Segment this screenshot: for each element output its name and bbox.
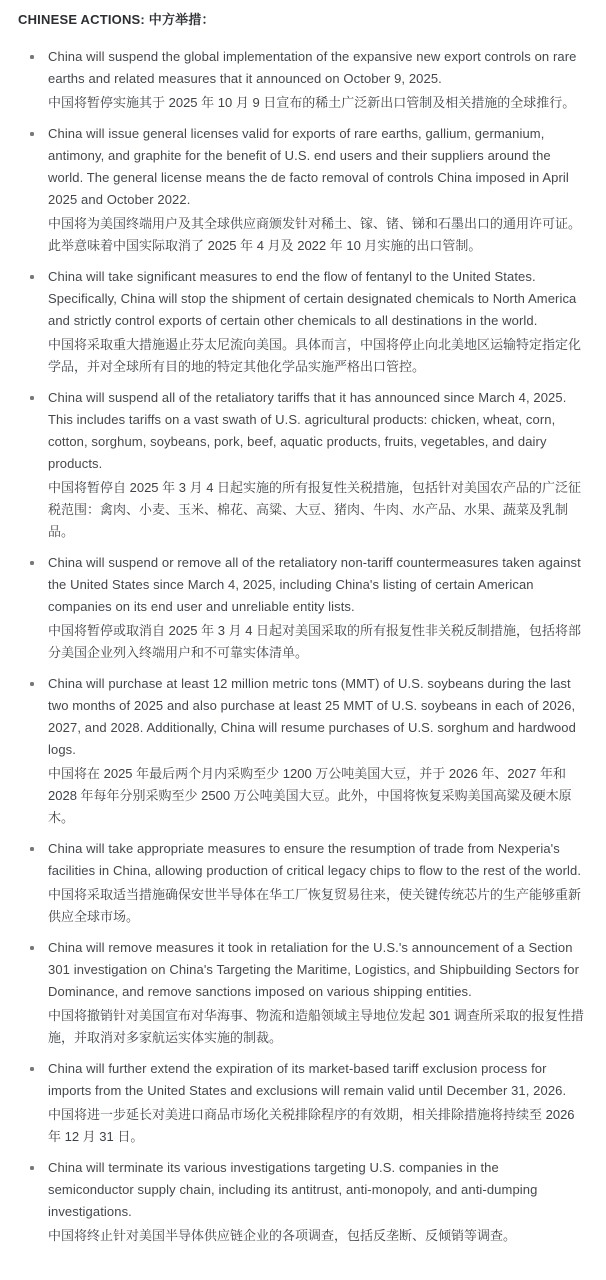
- action-text-zh: 中国将采取适当措施确保安世半导体在华工厂恢复贸易往来，使关键传统芯片的生产能够重新供应全球市场。: [48, 887, 582, 924]
- section-heading: CHINESE ACTIONS: 中方举措：: [18, 12, 215, 27]
- bullet-icon: [30, 132, 34, 136]
- list-item: [18, 552, 586, 664]
- action-text-zh: 中国将为美国终端用户及其全球供应商颁发针对稀土、镓、锗、锑和石墨出口的通用许可证。此举意味着中国实际取消了 2025 年 4 月及 2022 年 10 月实施的出口管制。: [48, 216, 582, 253]
- list-item: [18, 838, 586, 928]
- list-item: [18, 46, 586, 114]
- action-text-zh: 中国将撤销针对美国宣布对华海事、物流和造船领域主导地位发起 301 调查所采取的报复性措施，并取消对多家航运实体实施的制裁。: [48, 1008, 584, 1045]
- action-text-zh: 中国将进一步延长对美进口商品市场化关税排除程序的有效期，相关排除措施将持续至 2026 年 12 月 31 日。: [48, 1107, 575, 1144]
- action-text-zh: 中国将终止针对美国半导体供应链企业的各项调查，包括反垄断、反倾销等调查。: [48, 1228, 517, 1243]
- list-item: [18, 1058, 586, 1148]
- bullet-icon: [30, 396, 34, 400]
- action-text-en: China will remove measures it took in retaliation for the U.S.'s announcement of a Section 301 investigation on China's Targeting the Maritime, Logistics, and Shipbuilding Sectors for Dominance, and remove sanctions imposed on various shipping entities.: [48, 940, 580, 999]
- action-text-zh: 中国将暂停实施其于 2025 年 10 月 9 日宣布的稀土广泛新出口管制及相关措施的全球推行。: [48, 95, 576, 110]
- action-text-zh: 中国将采取重大措施遏止芬太尼流向美国。具体而言，中国将停止向北美地区运输特定指定化学品，并对全球所有目的地的特定其他化学品实施严格出口管控。: [48, 337, 582, 374]
- bullet-icon: [30, 682, 34, 686]
- list-item: [18, 387, 586, 543]
- bullet-icon: [30, 275, 34, 279]
- action-text-en: China will further extend the expiration of its market-based tariff exclusion process for imports from the United States and exclusions will remain valid until December 31, 2026.: [48, 1061, 567, 1098]
- action-text-zh: 中国将暂停自 2025 年 3 月 4 日起实施的所有报复性关税措施，包括针对美国农产品的广泛征税范围：禽肉、小麦、玉米、棉花、高粱、大豆、猪肉、牛肉、水产品、水果、蔬菜及乳制品。: [48, 480, 582, 539]
- list-item: [18, 123, 586, 257]
- action-text-zh: 中国将暂停或取消自 2025 年 3 月 4 日起对美国采取的所有报复性非关税反制措施，包括将部分美国企业列入终端用户和不可靠实体清单。: [48, 623, 582, 660]
- action-text-en: China will suspend all of the retaliatory tariffs that it has announced since March 4, 2025. This includes tariffs on a vast swath of U.S. agricultural products: chicken, wheat, corn, cotton, sorghum, soybeans, pork, beef, aquatic products, fruits, vegetables, and dairy products.: [48, 390, 567, 471]
- action-text-en: China will terminate its various investigations targeting U.S. companies in the semiconductor supply chain, including its antitrust, anti-monopoly, and anti-dumping investigations.: [48, 1160, 538, 1219]
- bullet-icon: [30, 1166, 34, 1170]
- bullet-icon: [30, 847, 34, 851]
- action-text-en: China will take appropriate measures to ensure the resumption of trade from Nexperia's facilities in China, allowing production of critical legacy chips to flow to the rest of the world.: [48, 841, 582, 878]
- action-text-en: China will suspend or remove all of the retaliatory non-tariff countermeasures taken against the United States since March 4, 2025, including China's listing of certain American companies on its end user and unreliable entity lists.: [48, 555, 581, 614]
- action-text-en: China will suspend the global implementation of the expansive new export controls on rare earths and related measures that it announced on October 9, 2025.: [48, 49, 577, 86]
- bullet-icon: [30, 1067, 34, 1071]
- action-text-en: China will take significant measures to end the flow of fentanyl to the United States. Specifically, China will stop the shipment of certain designated chemicals to North America and strictly control exports of certain other chemicals to all destinations in the world.: [48, 269, 577, 328]
- action-text-zh: 中国将在 2025 年最后两个月内采购至少 1200 万公吨美国大豆，并于 2026 年、2027 年和 2028 年每年分别采购至少 2500 万公吨美国大豆。此外，中国将恢复采购美国高粱及硬木原木。: [48, 766, 572, 825]
- bullet-icon: [30, 946, 34, 950]
- action-text-en: China will issue general licenses valid for exports of rare earths, gallium, germanium, antimony, and graphite for the benefit of U.S. end users and their suppliers around the world. The general license means the de facto removal of controls China imposed in April 2025 and October 2022.: [48, 126, 569, 207]
- action-text-en: China will purchase at least 12 million metric tons (MMT) of U.S. soybeans during the last two months of 2025 and also purchase at least 25 MMT of U.S. soybeans in each of 2026, 2027, and 2028. Additionally, China will resume purchases of U.S. sorghum and hardwood logs.: [48, 676, 576, 757]
- bullet-icon: [30, 55, 34, 59]
- actions-list: [18, 46, 586, 1247]
- bullet-icon: [30, 561, 34, 565]
- list-item: [18, 937, 586, 1049]
- list-item: [18, 673, 586, 829]
- list-item: [18, 1157, 586, 1247]
- list-item: [18, 266, 586, 378]
